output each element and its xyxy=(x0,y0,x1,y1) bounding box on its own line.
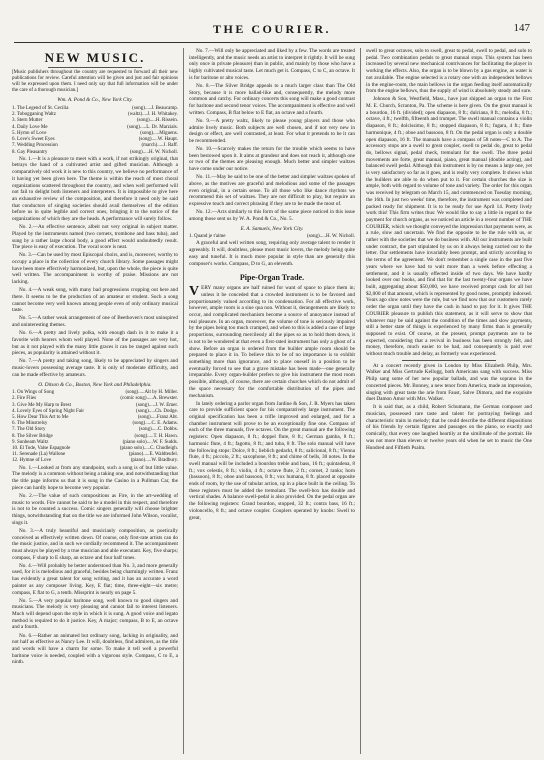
song-list xyxy=(12,106,178,156)
song-title: 6. Love's Sweet Eyes xyxy=(12,137,55,143)
review-paragraph: No. 3.—A truly beautiful and musicianly composition, as poetically conceived as effectively written down. Of course, only first-rate artists can do the music justice, and in such we cordially recommend it. The accompaniment must always be played by a true musician and able executant. Key, five sharps; compass, F sharp to E sharp, an octave and four half tones. xyxy=(12,527,178,561)
song-composer: (song).....Miguens. xyxy=(140,130,178,136)
column-rule xyxy=(183,48,184,754)
song-title: 3. Stern Mutter xyxy=(12,118,43,124)
divider xyxy=(402,360,496,361)
song-title: 4. Lovely Eyes of Spring Night Fair xyxy=(12,408,85,414)
publisher-heading: E. A. Samuels, New York City. xyxy=(240,225,304,232)
song-composer: (song).....H. Rissein. xyxy=(136,118,178,124)
divider xyxy=(48,67,142,68)
song-composer: (piano).....E. Waldteufel. xyxy=(128,452,178,458)
song-list xyxy=(12,390,178,464)
song-title: 2. Tobogganing Waltz xyxy=(12,112,56,118)
column-1 xyxy=(12,48,178,754)
page-number: 147 xyxy=(513,22,530,34)
song-composer: (song).....J. Beaucamp. xyxy=(132,106,178,112)
song-composer: (song).....W. Haupt. xyxy=(138,137,178,143)
review-paragraph: No. 5.—A rather weak arrangement of one of Beethoven's most uninspired and uninteresting themes. xyxy=(12,315,178,329)
review-paragraph: No. 4.—A weak song, with many bad progressions cropping out here and there. It seems to be the production of an amateur or student. Such a song cannot become very well known among people even of only ordinary musical taste. xyxy=(12,287,178,314)
review-paragraphs xyxy=(12,465,178,666)
review-paragraph: No. 12.—Acts similarly to this form of the same piece noticed in this issue among those sent us by W. A. Pond & Co., No. 5. xyxy=(189,209,355,222)
song-title: 5. Hymn of Love xyxy=(12,130,47,136)
song-title: 12. Hymne of Love xyxy=(12,458,52,464)
review-paragraphs xyxy=(189,240,355,267)
song-composer: (song).....Franz Abt. xyxy=(137,415,178,421)
review-paragraph: No. 6.—A pretty and lively polka, with enough dash in it to make it a favorite with hearers whom well played. None of the passages are very hot, but as it not played with the many little graces it can be ranged against such pieces, as popularity is attained without it. xyxy=(12,330,178,357)
song-composer: (comic song).....A. Brewster. xyxy=(120,396,178,402)
review-paragraph: No. 11.—May be said to be one of the better and simpler waltzes spoken of above, as the motives are graceful and melodious and some of the passages even original, in a certain sense. To all those who like dance rhythms we recommend this set of waltzes. They are not difficult to play, but require an expressive touch and correct phrasing if they are to be made the most of. xyxy=(189,174,355,208)
song-title: 1. Quand je t'aime xyxy=(189,234,226,240)
song-title: 1. On Wings of Song xyxy=(12,390,55,396)
song-composer: (march).....J. Raff. xyxy=(141,143,178,149)
song-title: 7. Wedding Procession xyxy=(12,143,58,149)
song-title: 4. Daily Love Me xyxy=(12,124,48,130)
song-title: 5. How Dear This Art to Me xyxy=(12,415,69,421)
drop-cap: V xyxy=(189,284,200,300)
song-composer: (piano solo).....W. F. Sudds. xyxy=(122,439,178,445)
song-composer: (song).....H. W. Nicholl. xyxy=(306,234,355,240)
review-paragraph: No. 5.—A very popular baritone song, well known to good singers and musicians. The melody is very pleasing and cannot fail to interest listeners. Much will depend upon the style in which it is sung. A good voice and legato method is required to do it justice. Key, A major; compass, B to E, an octave and a fourth. xyxy=(12,597,178,631)
section-title-new-music: NEW MUSIC. xyxy=(44,50,146,65)
song-title: 8. The Silver Bridge xyxy=(12,433,53,439)
song-composer: (song).....Ch. Dodge. xyxy=(136,408,178,414)
review-paragraph: No. 8.—The Silver Bridge appeals to a much larger class than The Old Story, because it is more ballad-like and, consequently, the melody more common and catchy. For ordinary concerts this song will make a good contrast for baritone and second tenor voices. The accompaniment is effective and well written. Compass, B flat below to E flat, an octave and a fourth. xyxy=(189,82,355,116)
article-paragraph: In lately ordering a parlor organ from Jardine & Son, J. R. Myers has taken care to provide sufficient space for his comparatively large instrument. The original specification has been a trifle improved and enlarged, and for a chamber instrument will prove to be an exceptionally fine one. Compass of each of the three manuals, five octaves. On the great manual are the following registers: Open diapason, 8 ft.; doppel flute, 8 ft.; German gamba, 8 ft.; harmonic flute, 4 ft.; fagotto, 8 ft.; and tuba, 8 ft. The solo manual will have the following stops: Dolce, 8 ft.; lieblich gedackt, 8 ft.; salicional, 8 ft.; Vienna flute, 4 ft.; piccolo, 2 ft.; saxophone, 8 ft.; and chime of bells, 30 notes. In the swell manual will be included a bourdon treble and bass, 16 ft.; quintadena, 8 ft.; vox celestis, 8 ft.; violin, 4 ft.; octave flute, 2 ft.; cornet, 2 ranks; horn (bassoon), 8 ft.; oboe and bassoon, 8 ft.; vox humana, 8 ft. placed at opposite ends of room, by the use of tubular action, up in a place built in the ceiling. To these registers must be added the tremolant. The swell-box has double and vertical shades. A balance swell-pedal is also provided. On the pedal organ are the following registers: Grand bourdon, stopped, 32 ft.; contra bass, 16 ft.; violoncello, 8 ft.; and octave coupler. Couplers operated by knobs: Swell to great, xyxy=(189,400,355,521)
song-title: 1. The Legend of St. Cecilia xyxy=(12,106,69,112)
review-paragraph: No. 2.—The value of such compositions as Fire, in the art-wedding of music to words. Fire cannot be said to be a model in this respect, and therefore is not to be counted a success. Comic singers generally will choose brighter things, notwithstanding that on the title we are informed John Wilson, vocalist, sings it. xyxy=(12,492,178,526)
review-paragraph: No. 1.—It is a pleasure to meet with a work, if not strikingly original, that betrays the hand of a cultivated artist and gifted musician. Although a comparatively old work it is new to this country, we believe no performance of it having yet been given here. The theme is within the reach of most choral organizations scattered throughout the country, and when well performed will not fail to delight both listeners and interpreters. It is impossible to give here an exhaustive review of the composition, and therefore it need only be said that conductors of singing societies should avail themselves of the edition before us in quite legible and correct ones, bringing it to the notice of the organizations of which they are the heads. A performance will surely follow. xyxy=(12,155,178,223)
header-title: THE COURIER. xyxy=(212,22,331,36)
song-title: 11. Serenade (La) Wallone xyxy=(12,452,66,458)
song-composer: (song).....C. E. Adams. xyxy=(132,421,178,427)
review-paragraph: No. 6.—Rather an animated but ordinary song, lacking in originality, and not half as effective as Nancy Lee. It will, doubtless, find admirers, as the title and words will have a charm for some. To make it tell well a powerful baritone voice is needed, coupled with a vigorous style. Compass, C to E, a ninth. xyxy=(12,632,178,666)
column-rule xyxy=(360,48,361,754)
review-paragraph: No. 3.—Can be used by most Episcopal choirs, and is, moreover, worthy to occupy a place in the collection of every church library. Some passages might have been more effectively harmonized, but, upon the whole, the piece is quite well written. The accompaniment is worthy of praise. Missions are not lacking. xyxy=(12,252,178,286)
review-paragraphs xyxy=(12,156,178,379)
review-paragraph: No. 1.—Looked at from any standpoint, such a song is of but little value. The melody is a common without being a taking one, and notwithstanding that the title page informs us that it is sung in the Casino in a Pullman Car, the piece can hardly hope to become very popular. xyxy=(12,464,178,491)
song-title: 2. Fire Flies xyxy=(12,396,37,402)
review-paragraph: No. 7.—Will only be appreciated and liked by a few. The words are treated intelligently, and the music needs an artist to interpret it rightly. It will be sung only once in private pleasure) than in public, and mainly by those who have a highly cultivated musical taste. Let much get it. Compass, C to C, an octave. It is for baritone or alto voices. xyxy=(189,48,355,81)
song-composer: (piano solo).....C. Chudleigh. xyxy=(119,446,178,452)
song-composer: (song).....C. Dobbs. xyxy=(138,427,178,433)
song-composer: (song).....T. H. Hawn. xyxy=(134,433,178,439)
song-composer: (piano).....W. Bradbury. xyxy=(130,458,178,464)
song-title: 3. Give Me My Harp to Brest xyxy=(12,402,72,408)
song-title: 8. Gay Pleasantry xyxy=(12,149,48,155)
song-composer: (song).....L. Dr. Marzials. xyxy=(127,124,178,130)
review-paragraph: No. 9.—A pretty waltz, likely to please young players and those who admire lively music. Both subjects are well chosen, and if not very new in design or effect, are well contrasted, at least. For what it pretends to be it can be recommended. xyxy=(189,117,355,144)
section-title-pipe-organ-trade: Pipe-Organ Trade. xyxy=(239,273,305,283)
column-3 xyxy=(366,48,532,754)
review-paragraphs xyxy=(189,48,355,223)
song-composer: (song).....J. W. Emer. xyxy=(136,402,178,408)
song-composer: (waltz)....J. H. Whitakey. xyxy=(128,112,178,118)
song-composer: (song).....Alt by H. Miller. xyxy=(125,390,178,396)
column-2 xyxy=(189,48,355,754)
review-paragraph: It is said that, as a child, Robert Schumann, the German composer and musician, possessed rare taste and talent for portraying feelings and characteristic traits in melody; that he could describe the different dispositions of his friends by certain figures and passages on the piano, so exactly and comically, that every one laughed heartily at the similitude of the portrait. He was not more than eleven or twelve years old when he set to music the One Hundred and Fiftieth Psalm. xyxy=(366,404,532,451)
article-paragraph: Johnson & Son, Westfield, Mass., have just shipped an organ to the First M. E. Church, Scranton, Pa. The scheme is here given. On the great manual is a bourdon, 16 ft. (divided); open diapason, 8 ft.; dulciana, 8 ft.; melodia, 8 ft.; octave, 4 ft.; twelfth, fifteenth and trumpet. The swell manual contains a violin diapason, 8 ft.; dolcissimo, 8 ft.; stopped diapason, 8 ft.; fugara, 4 ft.; flute harmonique, 4 ft.; oboe and bassoon, 8 ft. On the pedal organ is only a double open diapason, 16 ft. The manuals have a compass of 58 notes—C to A. The accessory stops are a swell to great coupler, swell to pedal do, great to pedal do, bellows signal, pedal check, tremulant for the swell. The three pedal movements are forte, great manual, piano, great manual (double acting), and balanced swell pedal. Although this instrument is by no means a large one, yet is very satisfactory so far as it goes, and is really very complete. It shows what the builders are able to do when put to it. For certain churches the size is ample, both with regard to volume of tone and variety. The order for this organ was received by telegram on March 15, and commenced on Tuesday morning, the 16th. In just two weeks' time, therefore, the instrument was completed and packed ready for shipment. It is to be ready for use April 14. Pretty lively work this! This firm writes thus: We would like to say a little in regard to the payment for church organs, as we noticed an article in a recent number of THE COURIER, which we thought conveyed the impression that payments were, as a rule, slow and uncertain. We find the opposite to be the rule with us, or rather with the societies that we do business with. All our instruments are built under contract, the part stipulated by us on it always being carried out to the letter. Our settlements have invariably been prompt, and strictly according to the terms of the agreement. We don't remember a single case in the past five years where we have had to wait more than a week before effecting a settlement, and it is usually effected inside of two days. We have hardly looked over our books, and find that for the last twenty-four organs we have built, aggregating about $50,000, we have received prompt cash for all but $2,000 of that amount, which is represented by good notes, promptly indorsed. Years ago slow notes were the rule, but we find now that our customers rarely order the organ until they have the cash in hand to pay for it. It gives THE COURIER pleasure to publish this statement, as it will serve to show that whatever may be said against the condition of the times and slow payments, still a better state of things is experienced by many firms than is generally supposed to exist. Of course, at the present, prompt payments are to be expected, considering that a revival in business has been strongly felt, and money, therefore, much easier to be had, and consequently is paid over without much trouble and delay, as formerly was experienced. xyxy=(366,96,532,358)
organ-article xyxy=(189,285,355,521)
song-title: 9. Sunbeam Waltz xyxy=(12,439,49,445)
song-title: 6. The Minstrelsy xyxy=(12,421,48,427)
paragraph-text: ERY many organs are half ruined for want of space to place them in; unless it be conceded that a crowded instrument is to be favored and proportionately valued according to its condensation. For all effective work, however, ample room is a sine qua non. Without it, derangements are likely to occur, and complicated mechanism become a source of annoyance instead of real pleasure. In an organ, moreover, the volume of tone is seriously impaired by the pipes being too much cramped, and when to this is added a case of large proportions, surrounding mercilessly all the pipes so as to hold them down, it is not to be wondered at that even a first-rated instrument has only a ghost of a show. Before an organ is ordered from the builder ample room should be prepared to place it in. To believe this to be of no importance is to exhibit something more than ignorance, and to place oneself in a position to be eventually forced to see that a grave mistake has been made—one generally irreparable. Every organ-builder prefers to give his instrument the most room possible, although, of course, there are certain churches which do not admit of the space necessary for the comfortable distribution of the pipes and mechanism. xyxy=(189,285,355,399)
review-paragraph: No. 7.—A pretty and taking song, likely to be appreciated by singers and music-lovers possessing average taste. It is only of moderate difficulty, and can be made effective by amateurs. xyxy=(12,358,178,378)
publisher-heading: O. Ditson & Co., Boston, New York and Philadelphia. xyxy=(38,381,152,388)
song-composer: (song).....H. W. Nicholl. xyxy=(129,149,178,155)
song-title: 7. The Old Story xyxy=(12,427,46,433)
review-paragraph: No. 4.—Will probably be better understood than No. 3, and more generally used, for it is melodious and graceful, besides being charmingly written. Franz has evidently a great talent for song writing, and it has an accurate a word painter as any composer living. Key, E flat; time, three-eight—six metre; compass, E flat to G, a tenth. Missprint is nearly on page 5. xyxy=(12,562,178,596)
review-paragraph: No. 2.—An effective sentence, albeit not very original in subject matter. Played by the instruments named (two cornets, trombone and bass tuba), and sung by a rather large choral body, a good effect would undoubtedly result. The piece is easy of execution. The vocal score is neat. xyxy=(12,224,178,251)
song-title: 10. El Tode, Valse Espagnole xyxy=(12,446,71,452)
review-paragraph: No. 10.—Scarcely makes the return for the trouble which seems to have been bestowed upon it. It aims at grandeur and does not reach it, although one or two of the themes are pleasing enough. Much better and simpler waltzes have come under our notice. xyxy=(189,146,355,173)
review-paragraph: At a concert recently given in London by Miss Elizabeth Philp, Mrs. Walker and Miss Gertrude Kellogg, both Americans sang with success. Miss Philp sang some of her new popular ballads, and was the soprano in the concerted pieces. Mr. Bonney, a new tenor from America, made an impression, singing with great taste the arie from Faust, Salve Dimora, and the exquisite duet Damon Amor with Mrs. Walker. xyxy=(366,362,532,403)
publisher-heading: Wm. A. Pond & Co., New York City. xyxy=(57,97,133,104)
news-notes xyxy=(366,363,532,452)
running-header xyxy=(14,20,530,43)
article-paragraph: swell to great octaves, solo to swell, great to pedal, swell to pedal, and solo to pedal. Two combination pedals to great manual stops. This system has been increased by several new mechanical contrivances for facilitating the player in working the effects. Also, the organ is to be blown by a gas engine, as water is not available. The engine selected is a rotary one with an independent bellows in the engine-room, the main bellows in the organ feeding itself automatically from the engine bellows, thus the supply of wind is absolutely steady and sure. xyxy=(366,48,532,95)
intro-note: [Music publishers throughout the country are requested to forward all their new publications for review. Careful attention will be given and just and fair opinions will be expressed upon them. I need only say that full information will be under the care of a thorough musician.] xyxy=(12,70,178,94)
article-paragraph xyxy=(189,285,355,399)
review-paragraph: A graceful and well written song, requiring only average talent to render it agreeably. It will, doubtless, please most music lovers, the melody being quite easy and tuneful. It is much more popular in style than are generally this composer's works. Compass, D to G, an eleventh. xyxy=(189,240,355,267)
